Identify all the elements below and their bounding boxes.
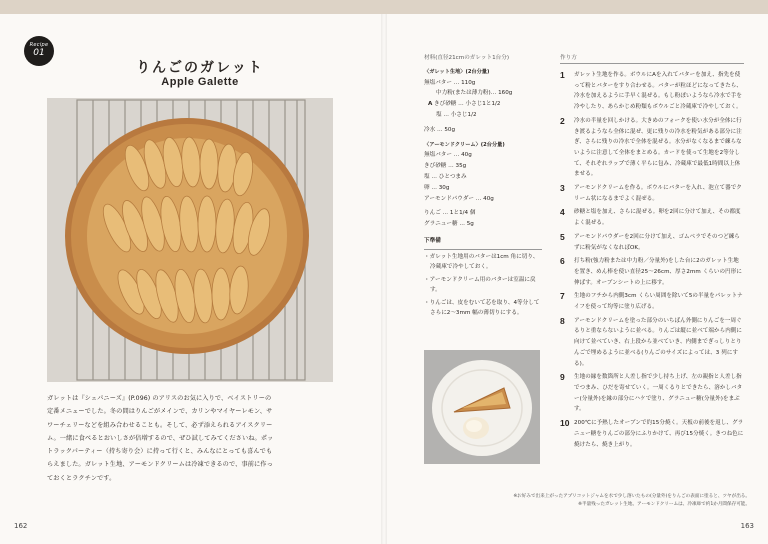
ingredient-item: 無塩バター … 110g <box>424 79 476 86</box>
intro-line: ム。一緒に食べるとおいしさが倍増するので、ぜひ試してみてくださいね。ポッ <box>47 434 274 442</box>
step-text: アーモンドクリームを塗った部分のいちばん外側にりんごを一周ぐるりと重ならないように並べる。りんごは縦に並べて端から内側に向けて並べていき、右上段から並べていき、内側までぎっしりとりんごで埋めるように並べる(りんごのサイズによっては、3 列にする)。 <box>574 317 743 367</box>
step-text: アーモンドクリームを作る。ボウルにバターを入れ、泡立て器でクリーム状になるまでよく混ぜる。 <box>574 185 742 202</box>
ingredient-item: 塩 … 小さじ1/2 <box>436 111 477 118</box>
badge-number: 01 <box>33 48 45 58</box>
intro-line: ワーチェリーなどを組み合わせることも。そして、必ず添えられるアイスクリー <box>47 421 273 429</box>
step-text: 生地のフチから内側3cm くらい周囲を除いて5の半量をパレットナイフを使って均等に塗り広げる。 <box>574 293 743 311</box>
step-text: 生地の縁を数箇所と人差し指で少し持ち上げ、左の親指と人差し指でつまみ、ひだを寄せていく。一周くるりとできたら、溶かしバター(分量外)を縁の部分にハケで塗り、グラニュー糖(分量外)をまぶす。 <box>574 374 743 413</box>
method-step <box>560 232 744 253</box>
cream-heading: 〈アーモンドクリーム〉(2台分量) <box>424 141 505 148</box>
method-step <box>560 207 744 228</box>
ingredient-item: アーモンドパウダー … 40g <box>424 195 494 202</box>
ingredient-item: 塩 … ひとつまみ <box>424 173 467 180</box>
intro-line: ガレットは『シェパニーズ』(P.096) のアリスのお気に入りで、ベイストリーの <box>47 395 272 402</box>
prep-item: ・りんごは、皮をむいて芯を取り、4等分してさらに2〜3mm 幅の薄切りにする。 <box>424 299 540 317</box>
step-number: 3 <box>560 183 565 194</box>
page-number-left: 162 <box>14 522 28 530</box>
step-text: 打ち粉(強力粉または中力粉／分量外)をした台に2のガレット生地を置き、めん棒を使い直径25〜26cm、厚さ2mm くらいの円形に伸ばす。オーブンシートの上に移す。 <box>574 258 742 286</box>
step-number: 6 <box>560 256 565 267</box>
step-number: 1 <box>560 70 565 80</box>
intro-line: ておくとラクチンです。 <box>47 474 116 482</box>
recipe-title-en: Apple Galette <box>161 76 239 88</box>
step-text: 砂糖と塩を加え、さらに混ぜる。卵を2回に分けて加え、その都度よく混ぜる。 <box>574 209 741 227</box>
footnote-line: ※半量残ったガレット生地、アーモンドクリームは、冷凍庫で約1か月間保存可能。 <box>578 502 750 507</box>
galette-illustration <box>47 98 333 382</box>
method-step <box>560 372 744 415</box>
method-step <box>560 316 744 370</box>
step-number: 9 <box>560 372 565 383</box>
step-number: 8 <box>560 315 565 326</box>
book-gutter <box>381 14 387 544</box>
step-text: アーモンドパウダーを2回に分けて加え、ゴムベラでそのつど練らずに粉気がなくなればOK。 <box>574 233 741 251</box>
page-number-right: 163 <box>740 522 754 530</box>
ingredient-item: 冷水 … 50g <box>424 126 456 133</box>
ingredients-section <box>424 53 542 319</box>
prep-item: ・ガレット生地用のバターは1cm 角に切り、冷蔵庫で冷やしておく。 <box>424 253 539 271</box>
ingredient-item: グラニュー糖 … 5g <box>424 221 474 228</box>
footnote-line: ※お好みで出来上がったアプリコットジャムを水で少し溶いたもの(分量外)をりんごの表面に塗ると、ツヤが出る。 <box>513 494 750 499</box>
ingredient-item: 中力粉(または薄力粉)… 160g <box>436 90 513 97</box>
intro-line: 定番メニューでした。冬の間はりんごがメインで、カリンやマイヤーレモン、サ <box>47 408 273 416</box>
step-number: 5 <box>560 231 565 242</box>
method-caption: 作り方 <box>560 53 744 64</box>
ingredients-caption: 材料(直径21cmのガレット1台分) <box>424 55 510 61</box>
prep-item: ・アーモンドクリーム用のバターは室温に戻す。 <box>424 276 536 294</box>
intro-line: らえました。ガレット生地、アーモンドクリームは冷凍できるので、事前に作っ <box>47 461 273 469</box>
badge-label: Recipe <box>29 42 49 48</box>
ingredient-text: きび砂糖 … 小さじ1と1/2 <box>434 101 501 108</box>
method-step <box>560 70 744 113</box>
ingredient-item-a <box>424 99 542 110</box>
ingredient-item: 卵 … 30g <box>424 184 450 191</box>
ingredient-item: りんご … 1と1/4 個 <box>424 210 476 217</box>
step-text: 200℃に予熱したオーブンで約15分焼く。天板の前後を返し、グラニュー糖をりんごの部分にふりかけて、再び15分焼く。きつね色に焼けたら、焼き上がり。 <box>574 420 744 448</box>
galette-photo <box>47 98 333 382</box>
top-band <box>0 0 768 14</box>
method-step <box>560 291 744 312</box>
step-number: 10 <box>560 418 570 429</box>
method-step <box>560 418 744 450</box>
footnote <box>470 493 750 509</box>
dough-heading: 〈ガレット生地〉(2台分量) <box>424 68 490 75</box>
method-step <box>560 183 744 204</box>
ingredient-item: 無塩バター … 40g <box>424 152 472 159</box>
recipe-badge <box>24 36 54 66</box>
step-number: 4 <box>560 207 565 218</box>
step-number: 2 <box>560 115 565 126</box>
serving-illustration <box>424 350 540 464</box>
method-step <box>560 256 744 288</box>
recipe-title-jp: りんごのガレット <box>136 60 264 76</box>
ingredient-item: きび砂糖 … 35g <box>424 163 467 170</box>
prep-heading: 下準備 <box>424 236 542 250</box>
step-text: 冷水の半量を回しかける。大きめのフォークを使い水分が全体に行き渡るようなら全体に混ぜ、更に残りの冷水を粉気がある部分に注ぎ、さらに残りの冷水で全体を混ぜる。水分がなくなるまで練らないように注意して全体をまとめる。カードを使って生地を2等分して、それぞれラップで薄く平らに包み、冷蔵庫で最低1時間以上休ませる。 <box>574 117 742 178</box>
group-a-label: A <box>428 101 433 108</box>
step-number: 7 <box>560 291 565 302</box>
step-text: ガレット生地を作る。ボウルにAを入れてバターを加え、指先を使って粉とバターをすり合わせる。バターが粒ほどになってきたら、冷水を加えるように手早く混ぜる。もし粉ぽいようなら冷水で手を冷やしたり、あらかじめ粉類もボウルごと冷蔵庫で冷やしておく。 <box>574 72 743 111</box>
intro-text <box>47 392 339 485</box>
method-step <box>560 116 744 180</box>
intro-line: トラックパーティー（持ち寄り会）に持って行くと、みんなにとっても喜んでも <box>47 448 273 456</box>
method-section <box>560 53 744 453</box>
serving-photo <box>424 350 540 464</box>
